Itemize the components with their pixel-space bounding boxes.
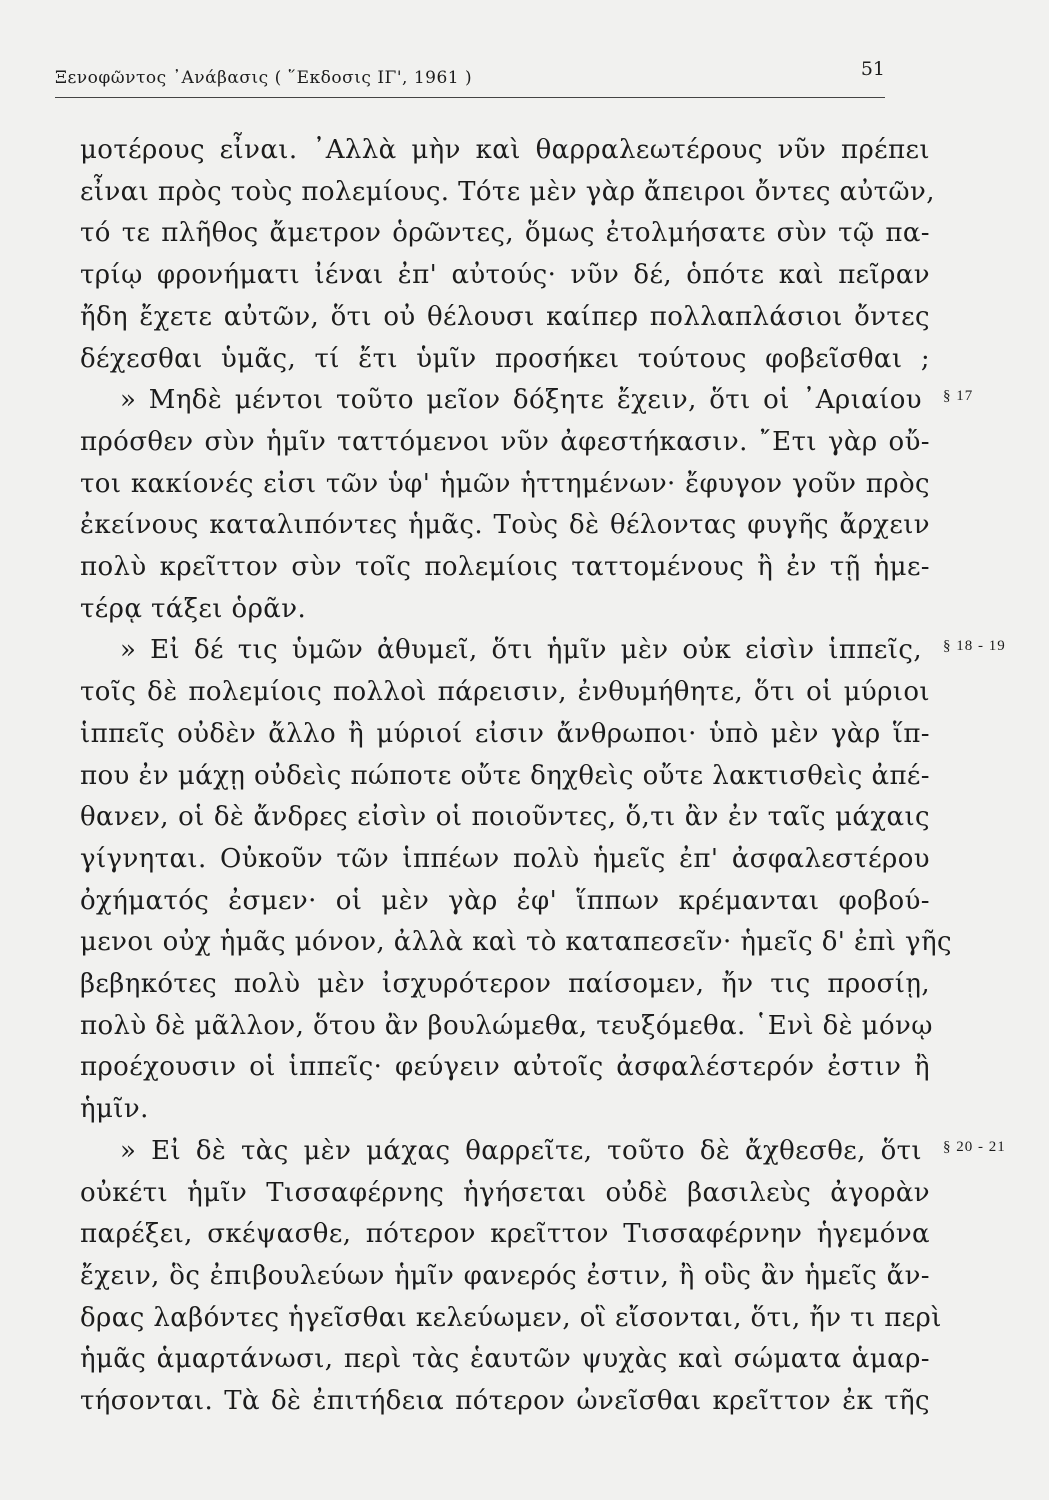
line-text: δρας λαβόντες ἡγεῖσθαι κελεύωμεν, οἳ εἴσονται, ὅτι, ἤν τι περὶ	[80, 1302, 942, 1333]
line-text: τοι κακίονές εἰσι τῶν ὑφ' ἡμῶν ἡττημένων· ἔφυγον γοῦν πρὸς	[80, 468, 930, 499]
text-line	[0, 1256, 1049, 1296]
text-line	[0, 172, 1049, 212]
line-text: πρόσθεν σὺν ἡμῖν ταττόμενοι νῦν ἀφεστήκασιν. ῎Ετι γὰρ οὔ-	[80, 426, 930, 457]
line-text: ἡμῖν.	[80, 1094, 149, 1125]
text-line	[0, 380, 1049, 420]
line-text: παρέξει, σκέψασθε, πότερον κρεῖττον Τισσαφέρνην ἡγεμόνα	[80, 1219, 930, 1250]
line-text: που ἐν μάχῃ οὐδεὶς πώποτε οὔτε δηχθεὶς οὔτε λακτισθεὶς ἀπέ-	[80, 760, 930, 791]
text-line	[0, 339, 1049, 379]
line-text: τοῖς δὲ πολεμίοις πολλοὶ πάρεισιν, ἐνθυμήθητε, ὅτι οἱ μύριοι	[80, 677, 930, 708]
text-line	[0, 881, 1049, 921]
line-text: τρίῳ φρονήματι ἰέναι ἐπ' αὐτούς· νῦν δέ, ὁπότε καὶ πεῖραν	[80, 260, 930, 291]
running-title: Ξενοφῶντος ᾽Ανάβασις ( ῞Εκδοσις ΙΓ', 1961 )	[55, 68, 473, 88]
text-line	[0, 630, 1049, 670]
line-text: ἔχειν, ὃς ἐπιβουλεύων ἡμῖν φανερός ἐστιν, ἢ οὓς ἂν ἡμεῖς ἄν-	[80, 1260, 930, 1291]
text-line	[0, 1173, 1049, 1213]
text-line	[0, 672, 1049, 712]
text-line	[0, 297, 1049, 337]
line-text: ἤδη ἔχετε αὐτῶν, ὅτι οὐ θέλουσι καίπερ πολλαπλάσιοι ὄντες	[80, 301, 930, 332]
text-line	[0, 255, 1049, 295]
section-reference: § 18 - 19	[943, 638, 1006, 655]
text-line	[0, 756, 1049, 796]
page-header	[55, 58, 885, 98]
line-text: ἐκείνους καταλιπόντες ἡμᾶς. Τοὺς δὲ θέλοντας φυγῆς ἄρχειν	[80, 510, 930, 541]
text-line	[0, 1381, 1049, 1421]
line-text: τήσονται. Τὰ δὲ ἐπιτήδεια πότερον ὠνεῖσθαι κρεῖττον ἐκ τῆς	[80, 1386, 930, 1416]
text-line	[0, 922, 1049, 962]
text-line	[0, 964, 1049, 1004]
line-text: θανεν, οἱ δὲ ἄνδρες εἰσὶν οἱ ποιοῦντες, ὅ,τι ἂν ἐν ταῖς μάχαις	[80, 802, 930, 833]
line-text: οὐκέτι ἡμῖν Τισσαφέρνης ἡγήσεται οὐδὲ βασιλεὺς ἀγορὰν	[80, 1177, 930, 1208]
text-line	[0, 1131, 1049, 1171]
line-text: προέχουσιν οἱ ἱππεῖς· φεύγειν αὐτοῖς ἀσφαλέστερόν ἐστιν ἢ	[80, 1052, 930, 1083]
text-line	[0, 1298, 1049, 1338]
line-text: γίγνηται. Οὐκοῦν τῶν ἱππέων πολὺ ἡμεῖς ἐπ' ἀσφαλεστέρου	[80, 843, 930, 874]
line-text: » Εἰ δὲ τὰς μὲν μάχας θαρρεῖτε, τοῦτο δὲ ἄχθεσθε, ὅτι	[120, 1135, 922, 1166]
text-line	[0, 1089, 1049, 1129]
text-line	[0, 422, 1049, 462]
section-reference: § 17	[943, 388, 974, 405]
text-line	[0, 839, 1049, 879]
text-line	[0, 1047, 1049, 1087]
text-line	[0, 1214, 1049, 1254]
line-text: ἡμᾶς ἁμαρτάνωσι, περὶ τὰς ἑαυτῶν ψυχὰς καὶ σώματα ἁμαρ-	[80, 1344, 930, 1375]
text-line	[0, 714, 1049, 754]
line-text: εἶναι πρὸς τοὺς πολεμίους. Τότε μὲν γὰρ ἄπειροι ὄντες αὐτῶν,	[80, 176, 935, 207]
text-line	[0, 1339, 1049, 1379]
page-number: 51	[860, 58, 885, 80]
line-text: πολὺ κρεῖττον σὺν τοῖς πολεμίοις ταττομένους ἢ ἐν τῇ ἡμε-	[80, 552, 930, 582]
line-text: βεβηκότες πολὺ μὲν ἰσχυρότερον παίσομεν, ἤν τις προσίῃ,	[80, 969, 930, 999]
line-text: ὀχήματός ἐσμεν· οἱ μὲν γὰρ ἐφ' ἵππων κρέμανται φοβού-	[80, 885, 930, 916]
line-text: δέχεσθαι ὑμᾶς, τί ἔτι ὑμῖν προσήκει τούτους φοβεῖσθαι ;	[80, 343, 930, 374]
line-text: » Εἰ δέ τις ὑμῶν ἀθυμεῖ, ὅτι ἡμῖν μὲν οὐκ εἰσὶν ἱππεῖς,	[120, 635, 922, 666]
text-line	[0, 1006, 1049, 1046]
line-text: ἱππεῖς οὐδὲν ἄλλο ἢ μύριοί εἰσιν ἄνθρωποι· ὑπὸ μὲν γὰρ ἵπ-	[80, 718, 930, 749]
text-line	[0, 589, 1049, 629]
text-line	[0, 547, 1049, 587]
section-reference: § 20 - 21	[943, 1138, 1006, 1155]
line-text: τό τε πλῆθος ἄμετρον ὁρῶντες, ὅμως ἐτολμήσατε σὺν τῷ πα-	[80, 218, 930, 249]
text-line	[0, 130, 1049, 170]
line-text: πολὺ δὲ μᾶλλον, ὅτου ἂν βουλώμεθα, τευξόμεθα. ῾Ενὶ δὲ μόνῳ	[80, 1010, 933, 1041]
line-text: μοτέρους εἶναι. ᾽Αλλὰ μὴν καὶ θαρραλεωτέρους νῦν πρέπει	[80, 135, 930, 165]
text-line	[0, 464, 1049, 504]
line-text: » Μηδὲ μέντοι τοῦτο μεῖον δόξητε ἔχειν, ὅτι οἱ ᾽Αριαίου	[120, 385, 922, 416]
text-line	[0, 213, 1049, 253]
text-line	[0, 505, 1049, 545]
line-text: μενοι οὐχ ἡμᾶς μόνον, ἀλλὰ καὶ τὸ καταπεσεῖν· ἡμεῖς δ' ἐπὶ γῆς	[80, 927, 952, 958]
header-rule	[55, 97, 885, 98]
text-line	[0, 797, 1049, 837]
line-text: τέρᾳ τάξει ὁρᾶν.	[80, 593, 307, 624]
